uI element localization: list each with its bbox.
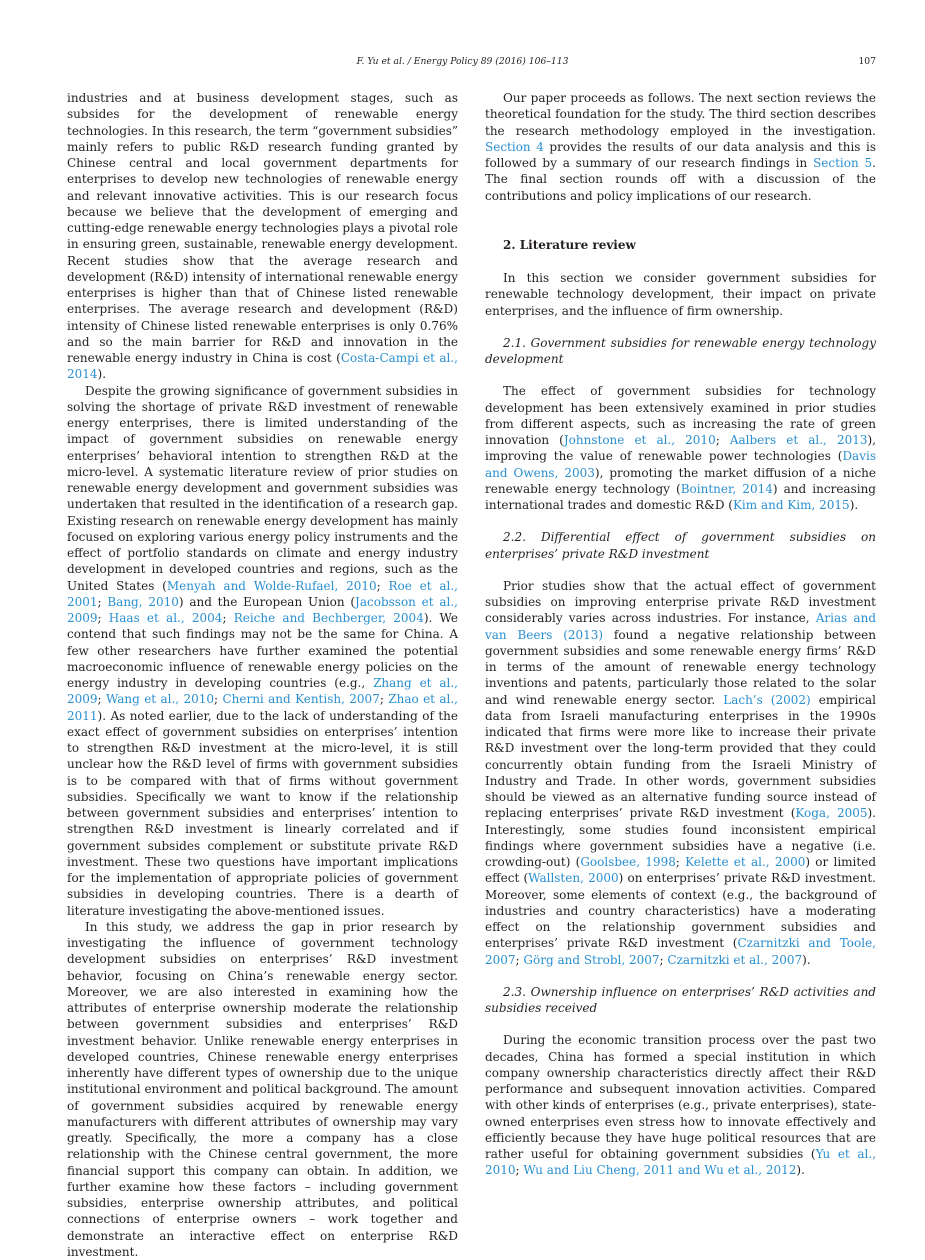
text-run: ; bbox=[214, 692, 223, 707]
text-run: The effect of government subsidies for technology development has been extensively examined in prior studies from different aspects, such as increasing the rate of green innovation ( bbox=[485, 384, 876, 447]
text-run: Despite the growing significance of government subsidies in solving the shortage of private R&D investment of renewable energy enterprises, there is limited understanding of the impact of government subsidies on renewable energy enterprises’ behavioral intention to strengthen R&D at the micro-level. A systematic literature review of prior studies on renewable energy development and government subsidies was undertaken that resulted in the identification of a research gap. Existing research on renewable energy development has mainly focused on exploring various energy policy instruments and the effect of portfolio standards on climate and energy industry development in developed countries and regions, such as the United States ( bbox=[67, 383, 458, 593]
text-run: ) and increasing international trades and domestic R&D ( bbox=[485, 481, 876, 512]
paragraph bbox=[485, 578, 876, 968]
text-run: ). Interestingly, some studies found inconsistent empirical findings where government subsidies have a negative (i.e. crowding-out) ( bbox=[485, 806, 876, 869]
text-run: ; bbox=[715, 433, 730, 447]
paragraph bbox=[67, 383, 458, 919]
text-run: ; bbox=[515, 1163, 524, 1178]
running-header bbox=[0, 56, 925, 70]
paragraph bbox=[485, 90, 876, 204]
paragraph bbox=[67, 90, 458, 383]
citation-link[interactable]: Zhao et al., 2011 bbox=[67, 692, 458, 723]
text-run: found a negative relationship between government subsidies and some renewable energy firms’ R&D in terms of the amount of renewable energy technology inventions and patents, particularly those related to the solar and wind renewable energy sector. bbox=[485, 627, 876, 707]
text-run: ). bbox=[802, 952, 811, 967]
text-run: . The final section rounds off with a discussion of the contributions and policy implications of our research. bbox=[485, 156, 876, 203]
citation-link[interactable]: Cherni and Kentish, 2007 bbox=[222, 692, 380, 707]
citation-link[interactable]: Koga, 2005 bbox=[795, 806, 868, 821]
running-title: F. Yu et al. / Energy Policy 89 (2016) 106–113 bbox=[356, 56, 569, 67]
text-run: Prior studies show that the actual effect of government subsidies on improving enterprise private R&D investment considerably varies across industries. For instance, bbox=[485, 578, 876, 626]
citation-link[interactable]: Reiche and Bechberger, 2004 bbox=[233, 611, 424, 625]
citation-link[interactable]: Bointner, 2014 bbox=[680, 481, 773, 496]
subsection-heading: 2.1. Government subsidies for renewable energy technology development bbox=[485, 335, 876, 366]
text-run: ). bbox=[796, 1163, 805, 1178]
text-run: In this section we consider government subsidies for renewable technology development, their impact on private enterprises, and the influence of firm ownership. bbox=[485, 271, 876, 318]
subsection-heading: 2.3. Ownership influence on enterprises’ R&D activities and subsidies received bbox=[485, 984, 876, 1015]
text-run: ). We contend that such findings may not be the same for China. A few other researchers have further examined the potential macroeconomic influence of renewable energy policies on the energy industry in developing countries (e.g., bbox=[67, 611, 459, 690]
citation-link[interactable]: Czarnitzki et al., 2007 bbox=[667, 952, 803, 967]
citation-link[interactable]: Bang, 2010 bbox=[107, 594, 179, 609]
citation-link[interactable]: Wu and Liu Cheng, 2011 and Wu et al., 2012 bbox=[523, 1163, 797, 1178]
text-run: ) or limited effect ( bbox=[485, 855, 876, 886]
text-run: ; bbox=[659, 952, 668, 967]
section-heading: 2. Literature review bbox=[503, 237, 636, 252]
citation-link[interactable]: Lach’s (2002) bbox=[723, 692, 811, 707]
subsection-heading: 2.2. Differential effect of government subsidies on enterprises’ private R&D investment bbox=[485, 530, 876, 561]
text-run: ; bbox=[222, 611, 234, 625]
citation-link[interactable]: Kim and Kim, 2015 bbox=[732, 498, 850, 512]
paragraph bbox=[485, 383, 876, 513]
text-run: ) on enterprises’ private R&D investment. Moreover, some elements of context (e.g., the background of industries and country characteristics) have a moderating effect on the relationship government subsidies and enterprises’ private R&D investment ( bbox=[485, 871, 876, 951]
text-run: provides the results of our data analysis and this is followed by a summary of our research findings in bbox=[485, 139, 876, 170]
section-link[interactable]: Section 5 bbox=[813, 156, 873, 170]
text-run: ; bbox=[376, 578, 389, 593]
citation-link[interactable]: Costa-Campi et al., 2014 bbox=[67, 351, 458, 382]
left-column bbox=[67, 90, 458, 1260]
text-run: ; bbox=[515, 952, 524, 967]
citation-link[interactable]: Arias and van Beers (2013) bbox=[485, 611, 876, 642]
page-number: 107 bbox=[858, 56, 876, 67]
citation-link[interactable]: Haas et al., 2004 bbox=[108, 611, 223, 625]
text-run: industries and at business development stages, such as subsides for the development of renewable energy technologies. In this research, the term “government subsidies” mainly refers to public R&D research funding granted by Chinese central and local government departments for enterprises to develop new technologies of renewable energy and relevant innovative activities. This is our research focus because we believe that the development of emerging and cutting-edge renewable energy technologies plays a pivotal role in ensuring green, sustainable, renewable energy development. Recent studies show that the average research and development (R&D) intensity of international renewable energy enterprises is higher than that of Chinese listed renewable enterprises. The average research and development (R&D) intensity of Chinese listed renewable enterprises is only 0.76% and so the main barrier for R&D and innovation in the renewable energy industry in China is cost ( bbox=[67, 91, 458, 365]
text-run: ) and the European Union ( bbox=[178, 594, 356, 609]
citation-link[interactable]: Wallsten, 2000 bbox=[528, 871, 619, 886]
text-run: ; bbox=[97, 692, 106, 707]
text-run: ), promoting the market diffusion of a niche renewable energy technology ( bbox=[485, 465, 876, 496]
text-run: Our paper proceeds as follows. The next section reviews the theoretical foundation for the study. The third section describes the research methodology employed in the investigation. bbox=[485, 91, 876, 138]
citation-link[interactable]: Kelette et al., 2000 bbox=[685, 855, 806, 869]
text-run: In this study, we address the gap in prior research by investigating the influence of government technology development subsidies on enterprises’ R&D investment behavior, focusing on China’s renewable energy sector. Moreover, we are also interested in examining how the attributes of enterprise ownership moderate the relationship between government subsidies and enterprises’ R&D investment behavior. Unlike renewable energy enterprises in developed countries, Chinese renewable energy enterprises inherently have different types of ownership due to the unique institutional environment and political background. The amount of government subsidies acquired by renewable energy manufacturers with different attributes of ownership may vary greatly. Specifically, the more a company has a close relationship with the Chinese central government, the more financial support this company can obtain. In addition, we further examine how these factors – including government subsidies, enterprise ownership attributes, and political connections of enterprise owners – work together and demonstrate an interactive effect on enterprise R&D investment. bbox=[67, 919, 458, 1259]
text-run: ). As noted earlier, due to the lack of understanding of the exact effect of government subsidies on enterprises’ intention to strengthen R&D investment at the micro-level, it is still unclear how the R&D level of firms with government subsidies is to be compared with that of firms without government subsidies. Specifically we want to know if the relationship between government subsidies and enterprises’ intention to strengthen R&D investment is linearly correlated and if government subsides complement or substitute private R&D investment. These two questions have important implications for the implementation of appropriate policies of government subsidies in developing countries. There is a dearth of literature investigating the above-mentioned issues. bbox=[67, 708, 458, 918]
text-run: empirical data from Israeli manufacturing enterprises in the 1990s indicated that firms were more like to increase their private R&D investment over the long-term provided that they could concurrently obtain funding from the Israeli Ministry of Industry and Trade. In other words, government subsidies should be viewed as an alternative funding source instead of replacing enterprises’ private R&D investment ( bbox=[485, 692, 876, 821]
text-run: During the economic transition process over the past two decades, China has formed a special institution in which company ownership characteristics directly affect their R&D performance and subsequent innovation activities. Compared with other kinds of enterprises (e.g., private enterprises), state-owned enterprises even stress how to innovate effectively and efficiently because they have huge political resources that are rather useful for obtaining government subsidies ( bbox=[485, 1033, 876, 1161]
citation-link[interactable]: Johnstone et al., 2010 bbox=[563, 433, 716, 447]
citation-link[interactable]: Roe et al., 2001 bbox=[67, 578, 458, 609]
citation-link[interactable]: Aalbers et al., 2013 bbox=[729, 433, 868, 447]
citation-link[interactable]: Davis and Owens, 2003 bbox=[485, 449, 876, 480]
paragraph bbox=[485, 1032, 876, 1178]
text-run: ; bbox=[97, 594, 108, 609]
right-column bbox=[485, 90, 876, 1179]
text-run: ). bbox=[849, 498, 859, 512]
citation-link[interactable]: Menyah and Wolde-Rufael, 2010 bbox=[166, 578, 377, 593]
citation-link[interactable]: Czarnitzki and Toole, 2007 bbox=[485, 936, 876, 967]
citation-link[interactable]: Goolsbee, 1998 bbox=[580, 855, 676, 869]
section-link[interactable]: Section 4 bbox=[485, 139, 544, 154]
citation-link[interactable]: Zhang et al., 2009 bbox=[67, 676, 458, 707]
text-run: ), improving the value of renewable power technologies ( bbox=[485, 433, 876, 464]
citation-link[interactable]: Yu et al., 2010 bbox=[485, 1147, 877, 1178]
paragraph bbox=[67, 919, 458, 1260]
text-run: ; bbox=[97, 611, 109, 625]
citation-link[interactable]: Görg and Strobl, 2007 bbox=[523, 952, 660, 967]
text-run: ; bbox=[675, 855, 686, 869]
citation-link[interactable]: Wang et al., 2010 bbox=[105, 692, 215, 707]
citation-link[interactable]: Jacobsson et al., 2009 bbox=[67, 594, 458, 625]
text-run: ; bbox=[379, 692, 389, 707]
paragraph bbox=[485, 270, 876, 319]
text-run: ). bbox=[97, 367, 107, 382]
